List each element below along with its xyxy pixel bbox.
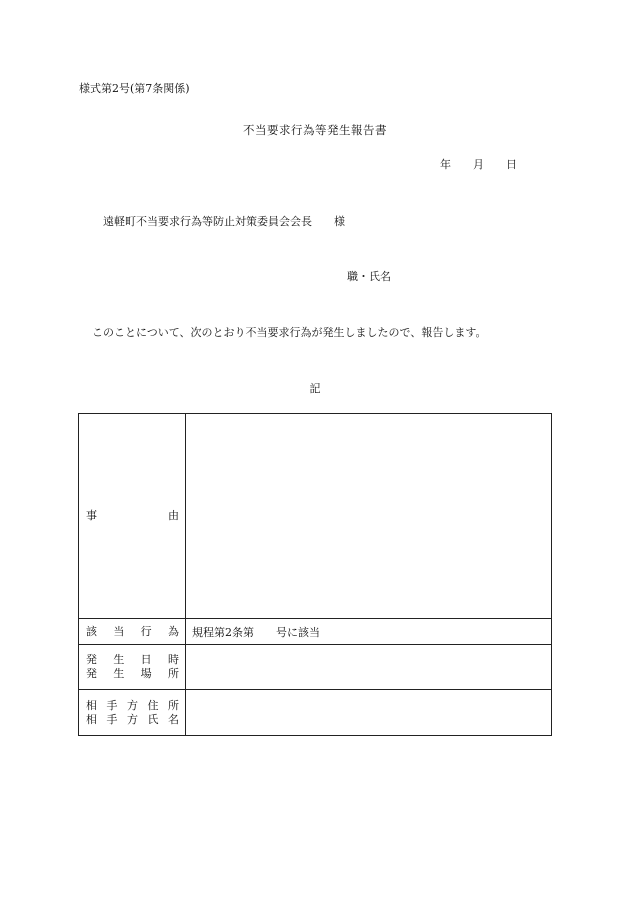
- label-char: 時: [167, 653, 179, 666]
- applicable-act-label: [79, 619, 186, 645]
- date-line: [440, 156, 517, 172]
- label-char: 生: [113, 653, 125, 666]
- label-char: 日: [140, 653, 152, 666]
- label-char: 事: [86, 509, 97, 522]
- reason-value[interactable]: [186, 414, 552, 619]
- datetime-place-label: [79, 645, 186, 690]
- label-char: 氏: [147, 712, 159, 726]
- label-char: 手: [106, 712, 118, 726]
- table-row-counterparty: [79, 690, 552, 736]
- addressee-name: 遠軽町不当要求行為等防止対策委員会会長: [103, 215, 312, 228]
- label-char: 相: [86, 698, 97, 712]
- applicable-act-value[interactable]: 規程第2条第 号に該当: [186, 619, 552, 645]
- label-char: 場: [140, 667, 152, 680]
- label-char: 生: [113, 667, 125, 680]
- label-char: 所: [168, 698, 179, 712]
- label-char: 手: [106, 698, 118, 712]
- label-char: 住: [147, 698, 159, 712]
- date-day-label: 日: [506, 158, 517, 171]
- label-char: 名: [168, 712, 179, 726]
- label-char: 当: [113, 624, 125, 638]
- label-char: 発: [86, 667, 97, 680]
- label-char: 所: [167, 667, 179, 680]
- ki-heading: 記: [309, 382, 321, 395]
- form-number: 様式第2号(第7条関係): [79, 82, 190, 95]
- date-year-label: 年: [440, 158, 451, 171]
- table-row-reason: [79, 414, 552, 619]
- body-text: このことについて、次のとおり不当要求行為が発生しましたので、報告します。: [92, 326, 487, 339]
- addressee: [103, 213, 345, 229]
- reporter-label: 職・氏名: [347, 270, 391, 283]
- date-month-label: 月: [473, 158, 484, 171]
- label-char: 相: [86, 712, 97, 726]
- label-char: 方: [127, 712, 138, 726]
- label-char: 該: [86, 624, 97, 638]
- counterparty-label: [79, 690, 186, 736]
- record-table: [78, 413, 552, 736]
- table-row-applicable-act: [79, 619, 552, 645]
- datetime-place-value[interactable]: [186, 645, 552, 690]
- label-char: 発: [86, 653, 97, 666]
- label-char: 行: [140, 624, 152, 638]
- label-char: 為: [167, 624, 179, 638]
- addressee-honorific: 様: [334, 215, 345, 228]
- counterparty-value[interactable]: [186, 690, 552, 736]
- label-char: 由: [168, 509, 179, 522]
- document-title: 不当要求行為等発生報告書: [243, 123, 387, 137]
- table-row-datetime-place: [79, 645, 552, 690]
- reason-label: [79, 414, 186, 619]
- label-char: 方: [127, 698, 138, 712]
